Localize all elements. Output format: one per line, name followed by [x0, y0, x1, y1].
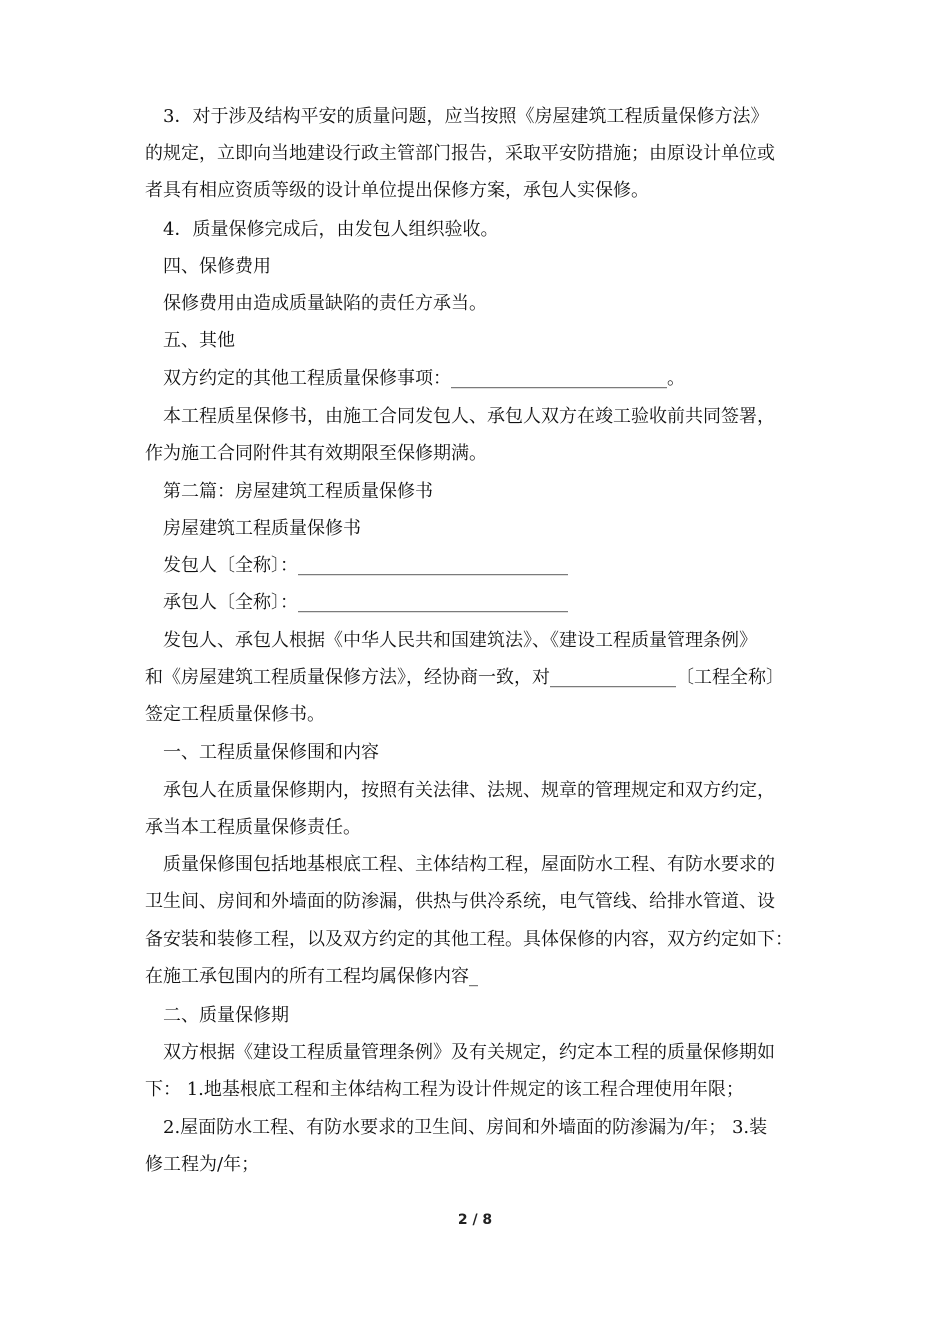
paragraph-line: 者具有相应资质等级的设计单位提出保修方案，承包人实保修。	[145, 180, 649, 201]
paragraph-line: 修工程为/年；	[145, 1154, 260, 1175]
page-number: 2 / 8	[457, 1212, 493, 1228]
paragraph-line: 2.屋面防水工程、有防水要求的卫生间、房间和外墙面的防渗漏为/年； 3.装	[163, 1117, 768, 1138]
paragraph-line: 在施工承包围内的所有工程均属保修内容_	[145, 966, 478, 987]
document-title: 房屋建筑工程质量保修书	[163, 518, 361, 539]
paragraph-line: 3．对于涉及结构平安的质量问题，应当按照《房屋建筑工程质量保修方法》	[163, 106, 769, 127]
paragraph-line: 质量保修围包括地基根底工程、主体结构工程，屋面防水工程、有防水要求的	[163, 854, 775, 875]
paragraph-line: 下： 1.地基根底工程和主体结构工程为设计件规定的该工程合理使用年限；	[145, 1079, 744, 1100]
paragraph-line: 备安装和装修工程，以及双方约定的其他工程。具体保修的内容，双方约定如下：	[145, 929, 793, 950]
paragraph-line: 承包人在质量保修期内，按照有关法律、法规、规章的管理规定和双方约定，	[163, 780, 775, 801]
paragraph-line: 4．质量保修完成后，由发包人组织验收。	[163, 219, 499, 240]
paragraph-line: 的规定，立即向当地建设行政主管部门报告，采取平安防措施；由原设计单位或	[145, 143, 775, 164]
paragraph-line: 承当本工程质量保修责任。	[145, 817, 361, 838]
contractee-field: 承包人〔全称〕：______________________________	[163, 592, 568, 613]
section-heading: 四、保修费用	[163, 256, 271, 277]
section-heading: 一、工程质量保修围和内容	[163, 742, 379, 763]
paragraph-line: 和《房屋建筑工程质量保修方法》，经协商一致，对______________〔工程全称〕	[145, 667, 784, 688]
paragraph-line: 双方根据《建设工程质量管理条例》及有关规定，约定本工程的质量保修期如	[163, 1042, 775, 1063]
section-heading: 五、其他	[163, 330, 235, 351]
section-heading: 二、质量保修期	[163, 1005, 289, 1026]
paragraph-line: 作为施工合同附件其有效期限至保修期满。	[145, 443, 487, 464]
paragraph-line: 本工程质星保修书，由施工合同发包人、承包人双方在竣工验收前共同签署，	[163, 406, 775, 427]
paragraph-line: 签定工程质量保修书。	[145, 704, 325, 725]
paragraph-line: 卫生间、房间和外墙面的防渗漏，供热与供冷系统，电气管线、给排水管道、设	[145, 891, 775, 912]
contractor-field: 发包人〔全称〕：______________________________	[163, 555, 568, 576]
chapter-title: 第二篇：房屋建筑工程质量保修书	[163, 481, 433, 502]
paragraph-line: 双方约定的其他工程质量保修事项：________________________。	[163, 368, 685, 389]
paragraph-line: 发包人、承包人根据《中华人民共和国建筑法》、《建设工程质量管理条例》	[163, 630, 757, 651]
paragraph-line: 保修费用由造成质量缺陷的责任方承当。	[163, 293, 487, 314]
